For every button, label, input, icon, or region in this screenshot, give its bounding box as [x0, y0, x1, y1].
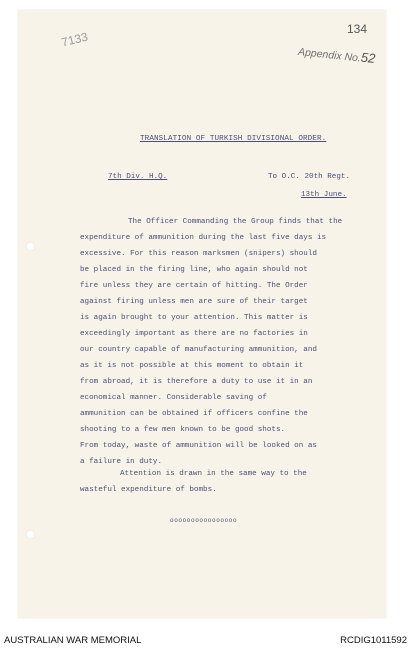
body-line: The Officer Commanding the Group finds that the — [128, 218, 343, 226]
body-line: From today, waste of ammunition will be looked on as — [80, 442, 317, 450]
body-line: economical manner. Considerable saving of — [80, 394, 267, 402]
body-line: excessive. For this reason marksmen (snipers) should — [80, 250, 317, 258]
body-line: expenditure of ammunition during the last five days is — [80, 234, 327, 242]
body-line: is again brought to your attention. This matter is — [80, 314, 308, 322]
body-line: our country capable of manufacturing ammunition, and — [80, 346, 317, 354]
paragraph-1 — [80, 218, 380, 478]
to-line: To O.C. 20th Regt. — [268, 173, 351, 181]
from-line: 7th Div. H.Q. — [108, 173, 168, 181]
body-line: a failure in duty. — [80, 458, 163, 466]
body-line: wasteful expenditure of bombs. — [80, 486, 217, 494]
body-line: against firing unless men are sure of their target — [80, 298, 308, 306]
punch-hole — [26, 242, 35, 251]
footer-right: RCDIG1011592 — [340, 635, 407, 646]
body-line: fire unless they are certain of hitting. The Order — [80, 282, 308, 290]
body-line: be placed in the firing line, who again should not — [80, 266, 308, 274]
folio-note: 7133 — [60, 29, 90, 50]
punch-hole — [26, 530, 35, 539]
body-line: as it is not possible at this moment to obtain it — [80, 362, 304, 370]
appendix-number: 52 — [360, 49, 377, 67]
footer-left: AUSTRALIAN WAR MEMORIAL — [4, 635, 142, 646]
body-line: shooting to a few men known to be good shots. — [80, 426, 286, 434]
separator: oooooooooooooooo — [170, 517, 238, 524]
body-line: ammunition can be obtained if officers confine the — [80, 410, 308, 418]
body-line: exceedingly important as there are no factories in — [80, 330, 308, 338]
page-number: 134 — [347, 22, 368, 36]
date-line: 13th June. — [301, 191, 347, 199]
body-line: from abroad, it is therefore a duty to use it in an — [80, 378, 313, 386]
document-title: TRANSLATION OF TURKISH DIVISIONAL ORDER. — [140, 135, 327, 143]
body-line: Attention is drawn in the same way to the — [120, 470, 307, 478]
appendix-label: Appendix No. — [297, 45, 362, 65]
paragraph-2 — [80, 470, 380, 510]
